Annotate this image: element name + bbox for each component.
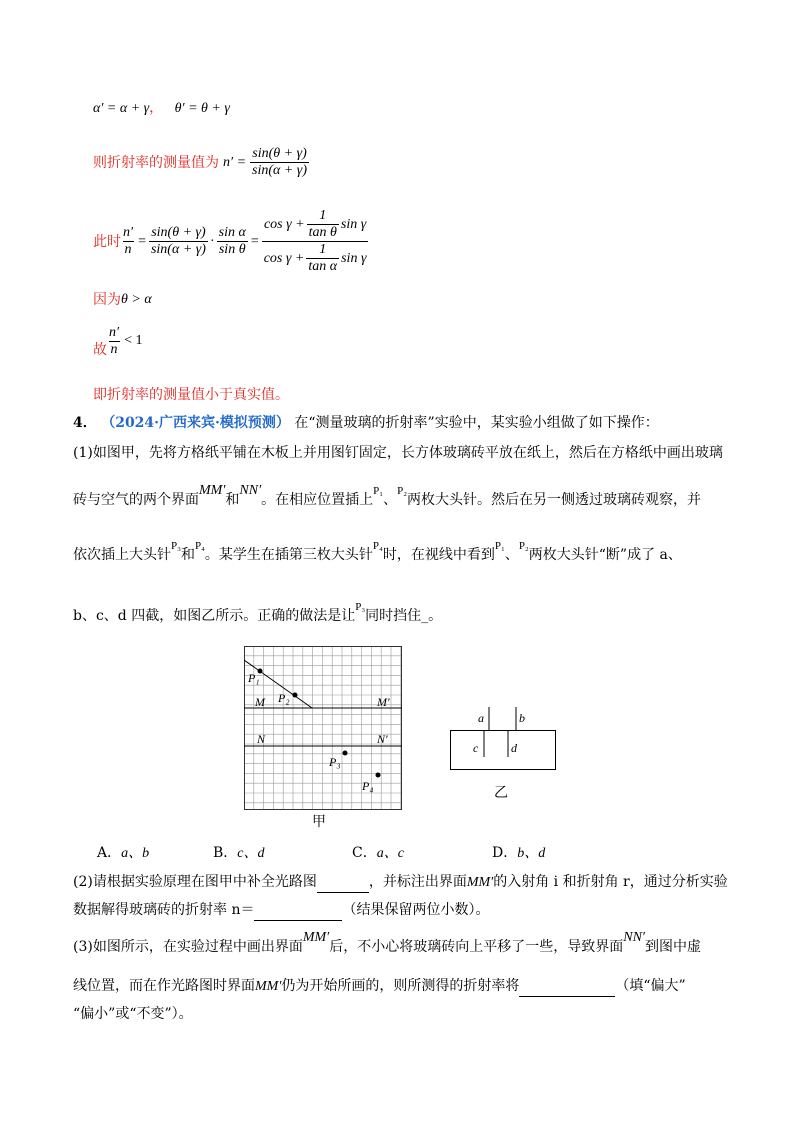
at-this-time-label: 此时 [93,233,121,250]
conclusion-fraction: $\frac{n'}{n}$ [109,324,120,357]
label-N-prime: N′ [377,732,388,746]
answer-blank-n[interactable] [254,900,342,921]
option-B[interactable]: B．c、d [213,845,265,861]
theta-prime-eq: θ′ = θ + γ [174,101,230,116]
option-D[interactable]: D．b、d [492,845,546,861]
figure-yi [448,705,558,775]
question-header [73,413,659,433]
label-P1: P₁ [248,671,260,685]
part2-line-b: 数据解得玻璃砖的折射率 n＝ （结果保留两位小数）。 [73,900,489,921]
answer-blank-result[interactable] [519,976,615,997]
part3-line-a: (3)如图所示，在实验过程中画出界面MM′后，不小心将玻璃砖向上平移了一些，导致界面NN′到图中虚 [73,930,701,955]
pin-P3 [343,751,348,756]
glass-block [451,731,556,770]
n-prime-lhs: n′ = [223,154,247,170]
part3-line-c: “偏小”或“不变”）。 [73,1006,193,1022]
grid-border [245,647,402,810]
separator: ， [149,101,164,116]
derivation-line-5: 故 $\frac{n'}{n}$ < 1 [93,324,143,358]
ratio-fraction: $\frac{n'}{n}$ [123,225,134,257]
n-prime-fraction: $\frac{\sin(\theta + \gamma)}{\sin(\alpha + \gamma)}$ [252,146,307,178]
question-number: 4． [73,415,97,431]
label-P4: P₄ [362,779,374,793]
answer-blank-path[interactable] [317,872,369,893]
derivation-line-3: 此时 $\frac{n'}{n}$ = $\frac{\sin(\theta + \gamma)}{\sin(\alpha + \gamma)}$ · $\frac{\text{sin α}}{\text{sin θ}}$ = cos γ + $\frac{1}{\text{tan θ}}$ sin γ cos γ + $\frac{1}{\text{tan α}}$ sin γ [93,208,367,274]
derivation-conclusion: 即折射率的测量值小于真实值。 [93,387,289,403]
label-M: M [255,695,265,709]
figure-jia-caption: 甲 [312,814,326,830]
part1-line-d: b、c、d 四截，如图乙所示。正确的做法是让$^{P_3}$同时挡住_。 [73,601,443,624]
part1-line-a: (1)如图甲，先将方格纸平铺在木板上并用图钉固定，长方体玻璃砖平放在纸上，然后在方格纸中画出玻璃 [73,445,723,461]
label-N: N [257,732,266,746]
part2-line-a: (2)请根据实验原理在图甲中补全光路图 ，并标注出界面MM′的入射角 i 和折射角 r，通过分析实验 [73,872,728,893]
derivation-line-2 [93,146,309,179]
label-P3: P₃ [329,755,341,769]
figure-jia [244,646,402,810]
part1-line-c: 依次插上大头针$^{P_3}$和$^{P_4}$。某学生在插第三枚大头针$^{P_4}$时，在视线中看到$^{P_1}$、$^{P_2}$两枚大头针“断”成了 a、 [73,540,682,563]
big-fraction: cos γ + $\frac{1}{\text{tan θ}}$ sin γ cos γ + $\frac{1}{\text{tan α}}$ sin γ [263,208,367,274]
option-C[interactable]: C．a、c [352,845,404,861]
derivation-line-4 [93,290,152,310]
measured-label: 则折射率的测量值为 [93,154,219,171]
sin-fraction-2: $\frac{\text{sin α}}{\text{sin θ}}$ [218,225,246,257]
part1-line-b: 砖与空气的两个界面MM′和NN′。在相应位置插上$^{P_1}$、$^{P_2}$两枚大头针。然后在另一侧透过玻璃砖观察，并 [73,483,702,508]
label-P2: P₂ [278,691,290,705]
option-A[interactable]: A．a、b [97,845,150,861]
pin-P4 [376,773,381,778]
grid [244,646,402,810]
label-a: a [478,711,484,725]
derivation-line-1 [93,97,230,117]
therefore-label: 故 [93,342,107,358]
question-stem: 在“测量玻璃的折射率”实验中，某实验小组做了如下操作： [294,415,659,431]
label-d: d [511,741,517,755]
theta-gt-alpha: θ > α [121,292,152,307]
question-source: （2024·广西来宾·模拟预测） [101,415,290,431]
figure-yi-caption: 乙 [494,785,508,801]
label-c: c [473,741,479,755]
pin-P2 [293,693,298,698]
sin-fraction-1: $\frac{\sin(\theta + \gamma)}{\sin(\alpha + \gamma)}$ [150,225,206,257]
because-label: 因为 [93,292,121,308]
label-M-prime: M′ [377,695,390,709]
alpha-prime-eq: α′ = α + γ [93,101,150,116]
label-b: b [519,711,525,725]
part3-line-b: 线位置，而在作光路图时界面MM′仍为开始所画的，则所测得的折射率将 （填“偏大” [73,976,686,997]
